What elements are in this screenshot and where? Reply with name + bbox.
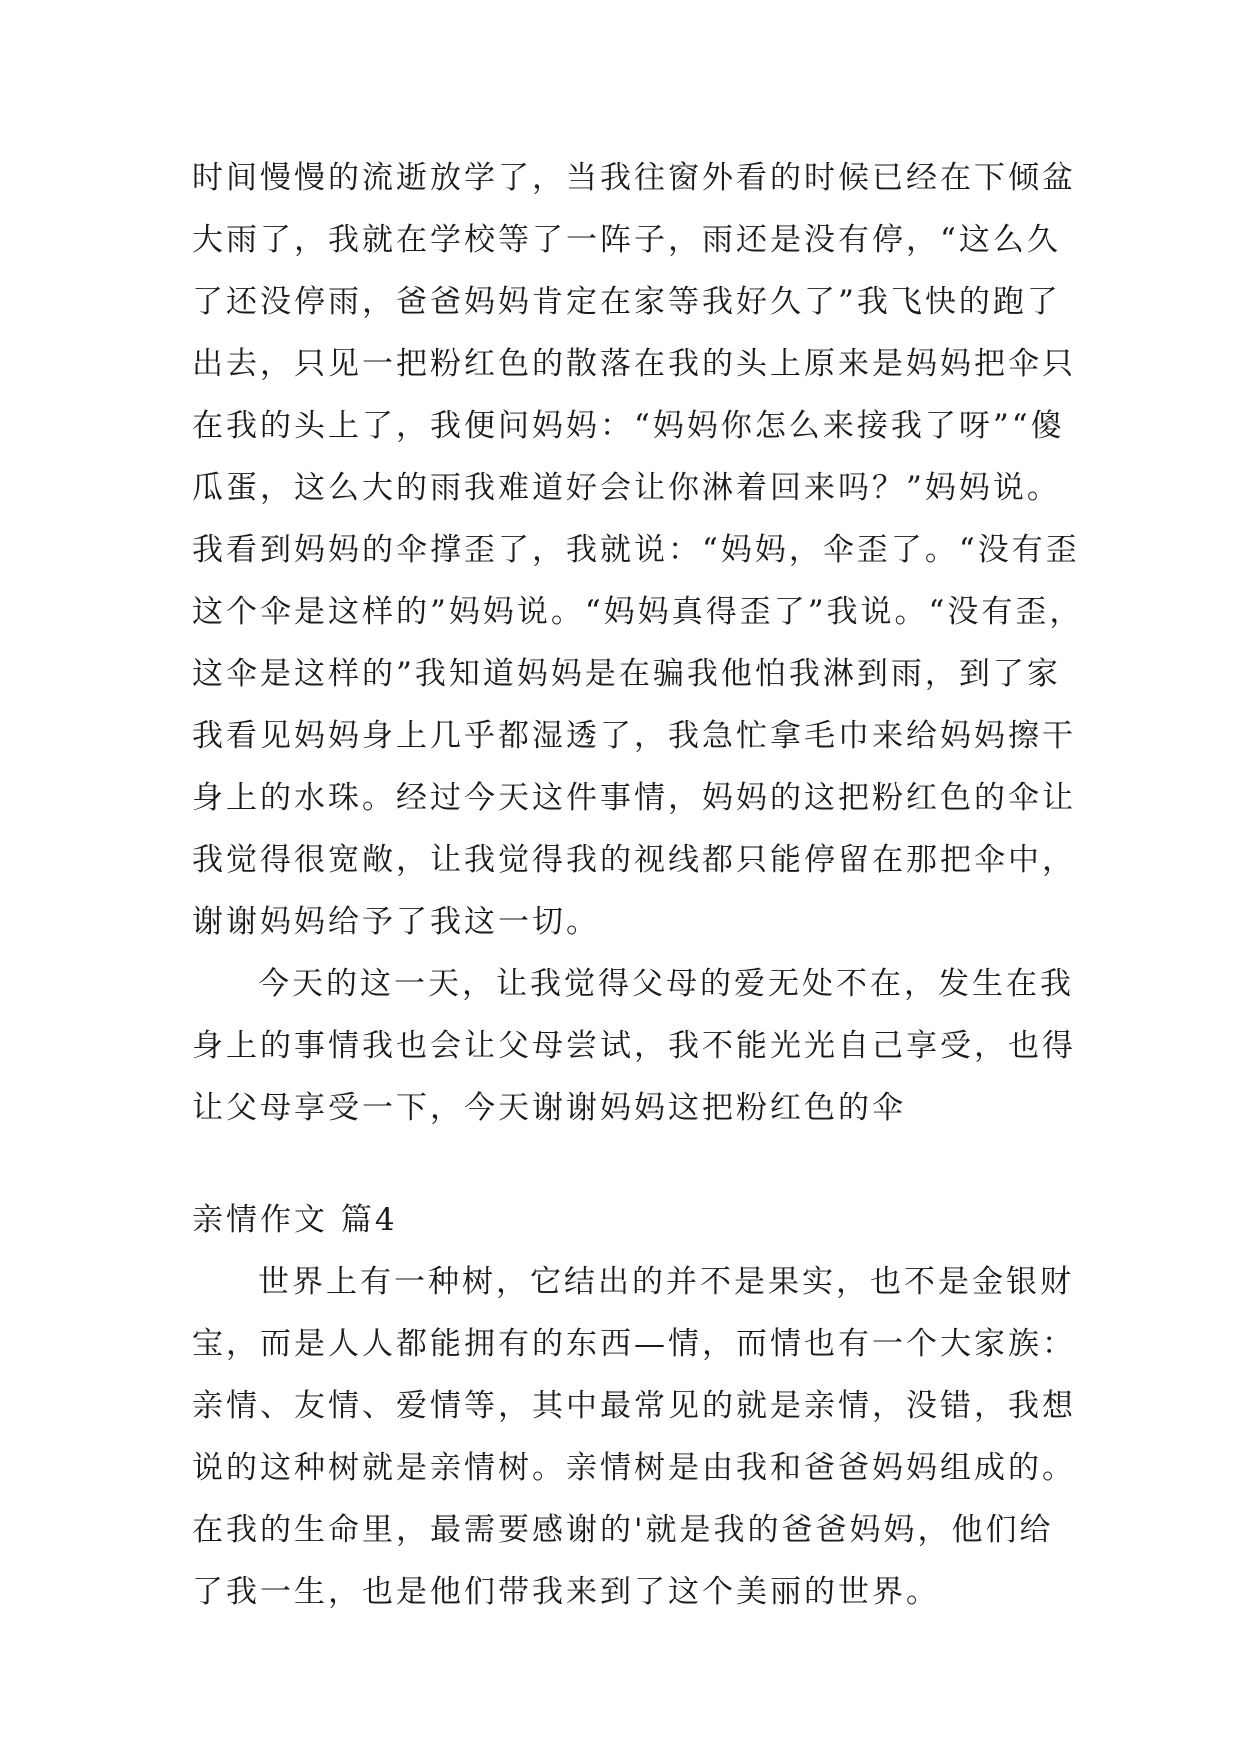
section-heading: 亲情作文 篇4 [192,1202,398,1238]
text-line: 让父母享受一下，今天谢谢妈妈这把粉红色的伞 [192,1090,906,1126]
text-line: 这个伞是这样的”妈妈说。“妈妈真得歪了”我说。“没有歪， [192,594,1084,630]
text-line: 谢谢妈妈给予了我这一切。 [192,904,600,940]
text-line: 时间慢慢的流逝放学了，当我往窗外看的时候已经在下倾盆 [192,160,1076,196]
text-line: 瓜蛋，这么大的雨我难道好会让你淋着回来吗？”妈妈说。 [192,470,1061,506]
text-line: 世界上有一种树，它结出的并不是果实，也不是金银财 [258,1264,1074,1300]
paragraph-conclusion [192,953,1076,1139]
text-line: 了我一生，也是他们带我来到了这个美丽的世界。 [192,1574,940,1610]
text-line: 身上的水珠。经过今天这件事情，妈妈的这把粉红色的伞让 [192,780,1076,816]
text-line: 宝，而是人人都能拥有的东西—情，而情也有一个大家族： [192,1326,1076,1362]
text-line: 亲情、友情、爱情等，其中最常见的就是亲情，没错，我想 [192,1388,1076,1424]
paragraph-umbrella-story [192,147,1084,953]
text-line: 我看到妈妈的伞撑歪了，我就说：“妈妈，伞歪了。“没有歪 [192,532,1080,568]
text-line: 我觉得很宽敞，让我觉得我的视线都只能停留在那把伞中， [192,842,1076,878]
text-line: 出去，只见一把粉红色的散落在我的头上原来是妈妈把伞只 [192,346,1076,382]
text-line: 在我的头上了，我便问妈妈：“妈妈你怎么来接我了呀”“傻 [192,408,1065,444]
text-line: 今天的这一天，让我觉得父母的爱无处不在，发生在我 [258,966,1074,1002]
text-line: 身上的事情我也会让父母尝试，我不能光光自己享受，也得 [192,1028,1076,1064]
text-line: 我看见妈妈身上几乎都湿透了，我急忙拿毛巾来给妈妈擦干 [192,718,1076,754]
text-line: 了还没停雨，爸爸妈妈肯定在家等我好久了”我飞快的跑了 [192,284,1061,320]
paragraph-family-tree [192,1251,1076,1623]
text-line: 这伞是这样的”我知道妈妈是在骗我他怕我淋到雨，到了家 [192,656,1061,692]
text-line: 在我的生命里，最需要感谢的'就是我的爸爸妈妈，他们给 [192,1512,1054,1548]
text-line: 大雨了，我就在学校等了一阵子，雨还是没有停，“这么久 [192,222,1061,258]
text-line: 说的这种树就是亲情树。亲情树是由我和爸爸妈妈组成的。 [192,1450,1076,1486]
